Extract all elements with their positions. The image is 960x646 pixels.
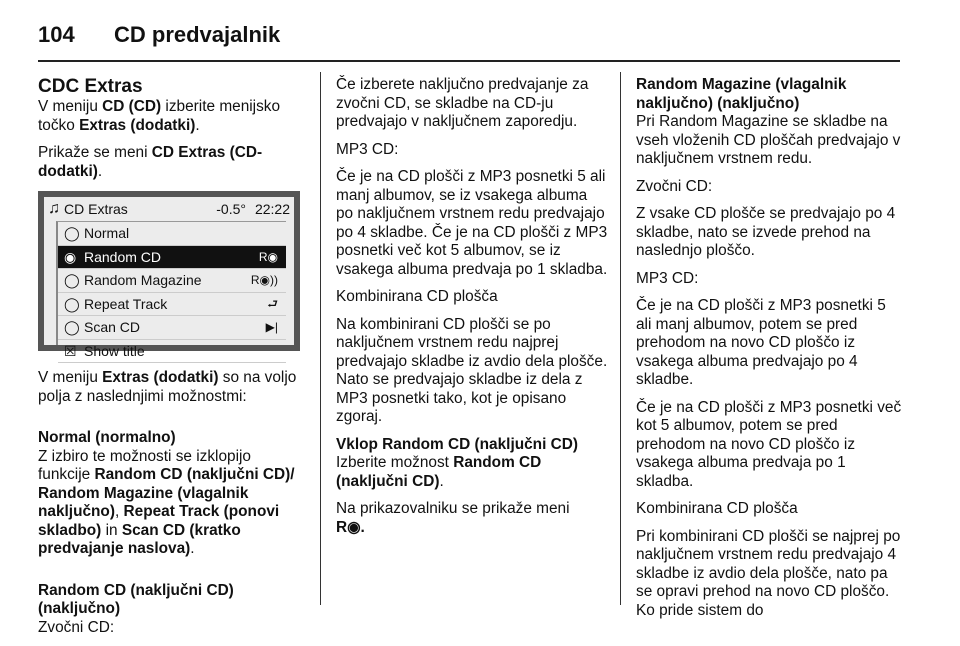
column-divider <box>320 72 321 605</box>
music-note-icon: ♫ <box>48 200 60 217</box>
radio-empty-icon: ◯ <box>64 319 80 335</box>
subheading: Vklop Random CD (naključni CD) <box>336 435 578 453</box>
temperature: -0.5° <box>216 201 246 217</box>
paragraph: Izberite možnost Random CD (naključni CD). <box>336 454 542 490</box>
column-3 <box>636 76 904 629</box>
random-magazine-icon: R◉)) <box>250 273 278 287</box>
paragraph: Kombinirana CD plošča <box>636 500 798 517</box>
paragraph: MP3 CD: <box>336 140 399 158</box>
random-cd-icon: R◉. <box>336 518 365 536</box>
option-random-cd[interactable]: ◉ Random CD R◉ <box>58 246 286 270</box>
paragraph: Pri Random Magazine se skladbe na vseh vloženih CD ploščah predvajajo v naključnem vrstnem redu. <box>636 113 901 167</box>
paragraph: Pri kombinirani CD plošči se najprej po naključnem vrstnem redu predvajajo 4 skladbe iz avdio dela plošče, nato pa se opravi prehod na novo CD ploščo. Ko pride sistem do <box>636 527 901 619</box>
page-title: CD predvajalnik <box>114 22 281 47</box>
paragraph: Če je na CD plošči z MP3 posnetki 5 ali manj albumov, se iz vsakega albuma po naključnem vrstnem redu predvajajo po 4 skladbe. Če je na CD plošči z MP3 posnetki več kot 5 albumov, se iz vsakega albuma predvaja po 1 skladba. <box>336 168 608 278</box>
paragraph: V meniju CD (CD) izberite menijsko točko Extras (dodatki). <box>38 98 281 134</box>
paragraph: Zvočni CD: <box>38 618 115 636</box>
paragraph: Na prikazovalniku se prikaže meni R◉. <box>336 500 570 536</box>
radio-empty-icon: ◯ <box>64 295 80 312</box>
option-show-title[interactable]: ☒ Show title <box>58 340 286 364</box>
subheading: Random Magazine (vlagalnik naključno) (naključno) <box>636 76 847 112</box>
paragraph: Kombinirana CD plošča <box>336 288 498 305</box>
screen-title-bar <box>44 197 294 221</box>
option-normal[interactable]: ◯ Normal <box>58 222 286 246</box>
radio-empty-icon: ◯ <box>64 225 80 241</box>
cd-extras-screenshot <box>38 191 300 359</box>
column-2 <box>336 76 608 546</box>
clock: 22:22 <box>254 201 290 217</box>
option-random-magazine[interactable]: ◯ Random Magazine R◉)) <box>58 269 286 293</box>
checkbox-crossed-icon: ☒ <box>64 342 77 359</box>
option-scan-cd[interactable]: ◯ Scan CD ▶| <box>58 316 286 340</box>
paragraph: Če izberete naključno predvajanje za zvočni CD, se skladbe na CD-ju predvajajo v naključnem zaporedju. <box>336 76 589 130</box>
paragraph: Zvočni CD: <box>636 177 713 195</box>
subheading: Random CD (naključni CD) (naključno) <box>38 581 234 617</box>
subheading: Normal (normalno) <box>38 429 176 446</box>
paragraph: Z izbiro te možnosti se izklopijo funkcije Random CD (naključni CD)/ Random Magazine (vlagalnik naključno), Repeat Track (ponovi skladbo) in Scan CD (kratko predvajanje naslova). <box>38 447 295 557</box>
paragraph: Na kombinirani CD plošči se po naključnem vrstnem redu najprej predvajajo skladbe iz avdio dela plošče. Nato se predvajajo skladbe iz dela z MP3 posnetki tako, kot je opisano zgoraj. <box>336 315 608 425</box>
radio-selected-icon: ◉ <box>64 248 77 265</box>
section-heading: CDC Extras <box>38 76 143 97</box>
paragraph: V meniju Extras (dodatki) so na voljo polja z naslednjimi možnostmi: <box>38 369 297 405</box>
paragraph: Če je na CD plošči z MP3 posnetki 5 ali manj albumov, potem se pred prehodom na novo CD ploščo iz vsakega albuma predvajajo po 4 skladbe. <box>636 297 886 388</box>
screen-title: CD Extras <box>64 201 128 217</box>
paragraph: Če je na CD plošči z MP3 posnetki več kot 5 albumov, potem se pred prehodom na novo CD ploščo iz vsakega albuma predvaja po 1 skladba. <box>636 398 902 490</box>
page-header <box>38 22 280 48</box>
paragraph: MP3 CD: <box>636 269 699 287</box>
column-divider <box>620 72 621 605</box>
radio-empty-icon: ◯ <box>64 272 80 288</box>
repeat-icon: ⮐ <box>267 296 278 311</box>
paragraph: Z vsake CD plošče se predvajajo po 4 skladbe, nato se izvede prehod na naslednjo ploščo. <box>636 205 896 259</box>
random-cd-icon: R◉ <box>258 249 278 264</box>
options-list <box>56 221 286 359</box>
header-rule <box>38 60 900 62</box>
column-1 <box>38 76 306 646</box>
page-number: 104 <box>38 22 75 47</box>
paragraph: Prikaže se meni CD Extras (CD-dodatki). <box>38 144 263 180</box>
scan-icon: ▶| <box>265 320 278 334</box>
option-repeat-track[interactable]: ◯ Repeat Track ⮐ <box>58 293 286 317</box>
